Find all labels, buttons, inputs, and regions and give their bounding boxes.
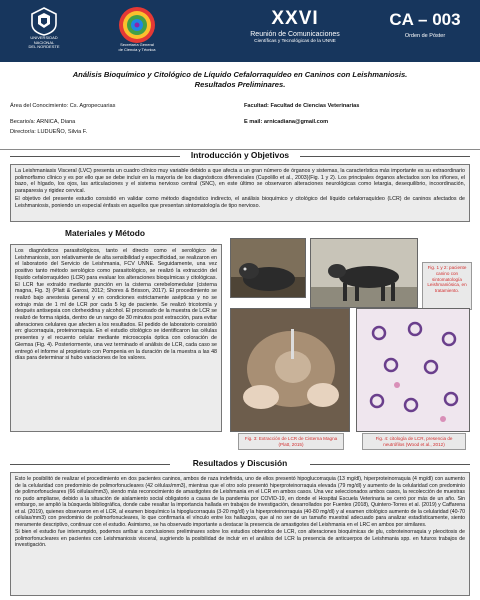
poster-header xyxy=(0,0,480,62)
intro-box xyxy=(10,164,470,222)
methods-heading: Materiales y Método xyxy=(64,228,146,238)
figure-3-caption: Fig. 3: Extracción de LCR de Cisterna Magna (Platt, 2015) xyxy=(238,433,344,450)
results-divider-right xyxy=(310,464,470,465)
meta-right xyxy=(244,102,359,126)
results-heading: Resultados y Discusión xyxy=(192,458,288,468)
intro-paragraph-2: El objetivo del presente estudio consistió en validar como método diagnóstico indirecto, el análisis bioquímico y citológico del líquido cefalorraquídeo (LCR) de caninos afectados de Leishmaniosis, poniendo un especial énfasis en aquellos que presentan sintomatología de tipo nervioso. xyxy=(15,195,465,209)
poster-type: Orden de Póster xyxy=(404,33,446,39)
results-divider-left xyxy=(10,464,170,465)
figure-3-photo xyxy=(230,308,350,432)
poster-title-line2: Resultados Preliminares. xyxy=(194,80,286,89)
figure-4-photo xyxy=(356,308,470,432)
figure-4-caption: Fig. 4: citología de LCR, presencia de neutrófilos (Wood et al., 2012) xyxy=(362,433,466,450)
methods-paragraph: Los diagnósticos parasitológicos, tanto el directo como el serológico de Leishmaniosis, son relativamente de alta sensibilidad y especificidad, se realizaron en el laboratorio del Servicio de Leishmania, FCV UNNE. Seguidamente, una vez positivo tanto método serológico como parasitológico, se realizó la extracción del líquido cefalorraquídeo (LCR) para evaluar los alteraciones bioquímicas y citológicas. El LCR fue extraído mediante punción en la cisterna cerebelomedular (cisterna magna, Fig. 3) (Platt & Garosi, 2012; Shores & Brisson, 2017). El procedimiento se realizó bajo anestesia general y en condiciones estrictamente asépticas y no se extrajo más de 1 ml de LCR por cada 5 kg de paciente. Se realizó tricotomía y después antisepsia con clorhexidina y alcohol. El procesado de la muestra de LCR se realizó de forma rápida, dentro de un rango de 30 minutos post extracción, para evitar alteraciones celulares que afecten a los resultados. El pedido de laboratorio consistió en: glucorraquia, proteinorraquia. En el estudio citológico se identificaron las células presentes y el recuento celular mediante microscopía óptica con coloración de Giemsa (Fig. 4). Posteriormente, una vez terminado el análisis de LCR, cada caso se entregó el informe al propietario con Pompenia en la duración de la muestra a las 48 días para determinar si hubo variaciones de los valores. xyxy=(15,248,217,362)
director-value: LUDUEÑO, Silvia F. xyxy=(37,129,88,136)
figure-1-photo xyxy=(230,238,306,298)
becaria-label: Becario/a: xyxy=(10,119,36,126)
poster-code: CA – 003 xyxy=(389,10,461,29)
unne-emblem-icon xyxy=(29,6,59,36)
secretaria-seal-icon xyxy=(118,6,156,44)
unne-logo xyxy=(14,6,74,58)
title-section xyxy=(0,62,480,150)
poster-title xyxy=(10,70,470,90)
area-value: Cs. Agropecuarias xyxy=(69,103,116,109)
becaria-value: ARNICA, Diana xyxy=(36,119,76,126)
figure-2-photo xyxy=(310,238,418,308)
conference-number: XXVI xyxy=(271,8,319,29)
conference-name: Reunión de Comunicaciones xyxy=(250,31,340,38)
results-paragraph-2: Si bien el estudio fue interrumpido, podemos arribar a conclusiones preliminares sobre los estudios obtenidos de LCR, con alteraciones bioquímicas de glu, cobroteinorraquia y pleocitosis de polimorfonucleares en pacientes con Leishmaniosis visceral, sugiriendo la posibilidad de incluir en el análisis del LCR la presencia de anticuerpos de Leishmania spp. en futuros trabajos de investigación. xyxy=(15,529,465,549)
results-box xyxy=(10,472,470,596)
email-value: arnicadiana@gmail.com xyxy=(263,119,329,126)
facultad-label: Facultad: xyxy=(244,103,269,109)
figure-1-2-caption: Fig. 1 y 2: paciente canino con sintomatología Leishmaniósica, en tratamiento. xyxy=(422,262,472,310)
poster-title-line1: Análisis Bioquímico y Citológico de Líquido Cefalorraquídeo en Caninos con Leishmaniosis. xyxy=(72,70,408,79)
facultad-value: Facultad de Ciencias Veterinarias xyxy=(270,103,360,109)
intro-divider-left xyxy=(10,156,180,157)
area-label: Área del Conocimiento: xyxy=(10,103,69,109)
poster-code-block xyxy=(382,10,468,39)
intro-divider-right xyxy=(300,156,470,157)
results-paragraph-1: Esto le posibilitó de realizar el procedimiento en dos pacientes caninos, ambos de raza indefinida, uno de ellos presentó hipoglucorraquia (13 mg/dl), hiperproteinorraquia (4 mg/dl) con aumento de la celularidad con predominio de polimorfonucleares (42 células/mm3), mientras que el otro solo presentó hiperproteinorraquia elevada (79 mg/dl) y aumento de la celularidad con predominio de polimorfonucleares (66 células/mm3), siendo más reconocimiento de amastigotes de Leishmania en el LCR en ambos casos. Una vez seleccionados ambos casos, la recolección de muestras no pudo ampliarse, debido a la situación de aislamiento social obligatorio a causa de la pandemia por COVID-19, en donde el Hospital Escuela Veterinaria se cerró por más de un año. Sin embargo, se amplió la búsqueda bibliográfica, donde cabe resaltar la importancia hallada en trabajos de investigación, desarrollados por Fuentes (2018), Quintero-Torres et al. (2019) y Caffarena et al. (2019), quienes observaron en el LCR, al examen bioquímico la hipoglucorraquia (3-20 mg/dl) y la hiperproteinorraquia (40-80 mg/dl) y al examen citológico aumento de la celularidad (40-70 células/mm3) con predominio de polimorfonucleares, lo que confirmaría el vínculo entre los hallazgos, que al no ser de un tamaño muestral adecuado para analizar estadísticamente, siento meramente descriptivo, continuar con el estudio. Asimismo, se ha observado importante a destacar la presencia de amastigotes del Leishmania en el LRC en ambos por similares. xyxy=(15,476,465,528)
intro-heading: Introducción y Objetivos xyxy=(190,150,290,160)
conference-block xyxy=(210,8,380,44)
email-label: E mail: xyxy=(244,119,263,126)
university-name: UNIVERSIDAD NACIONAL DEL NORDESTE xyxy=(28,35,60,50)
methods-box xyxy=(10,244,222,432)
secretaria-name: Secretaría General de Ciencia y Técnica xyxy=(118,42,156,52)
intro-paragraph-1: La Leishmaniasis Visceral (LVC) presenta un cuadro clínico muy variable debido a que afecta a un gran número de órganos y sistemas, la característica más importante es su extraordinario polimorfismo clínico y es por ello que se debe incluir en la mayoría de los diagnósticos diferenciales (Cupolillo et al., 2003)(Fig. 1 y 2). Los principales órganos afectados son los riñones, el bazo, el hígado, los ojos, las articulaciones y el sistema nervioso central (SNC), en este último se observaron alteraciones neurológicas como letargia, desequilibrio, incoordinación, paraparesia y rigidez cervical. xyxy=(15,168,465,195)
conference-subtitle: Científicas y Tecnológicas de la UNNE xyxy=(254,39,336,44)
director-label: Director/a: xyxy=(10,129,36,136)
meta-left xyxy=(10,102,115,137)
